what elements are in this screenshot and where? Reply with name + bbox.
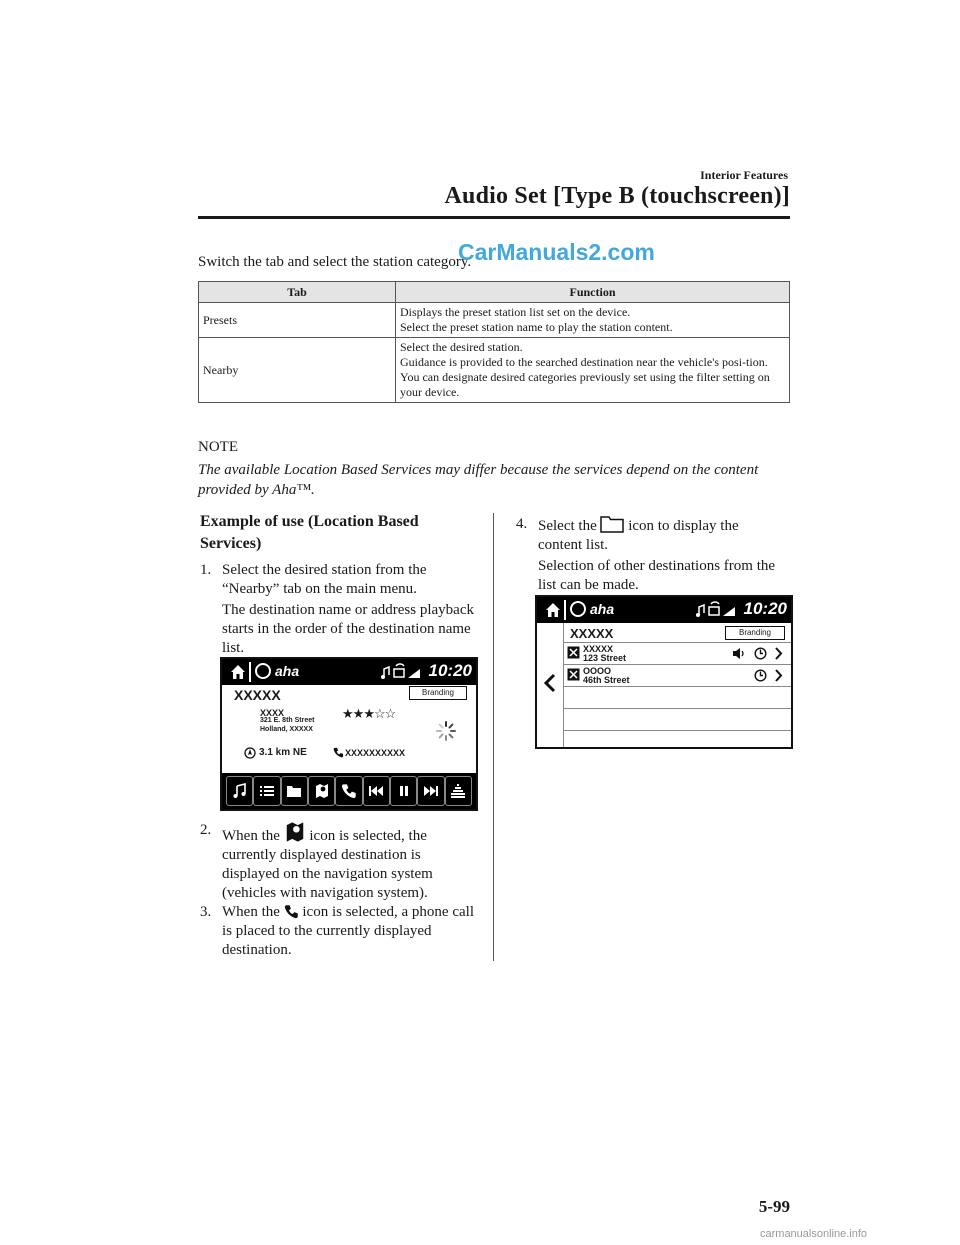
table-cell-tab: Nearby [199, 338, 396, 403]
table-cell-function [396, 338, 790, 403]
playback-toolbar [222, 773, 476, 809]
content-list-button[interactable] [281, 776, 308, 806]
star-empty-icon: ☆ [373, 706, 385, 721]
step-2 [200, 821, 480, 903]
phone-number: XXXXXXXXXX [345, 748, 406, 758]
sound-settings-button[interactable] [445, 776, 472, 806]
back-panel[interactable] [537, 623, 564, 747]
divider [249, 662, 251, 682]
next-button[interactable] [417, 776, 444, 806]
music-button[interactable] [226, 776, 253, 806]
list-button[interactable] [253, 776, 280, 806]
step-text-pre: When the [222, 904, 280, 920]
signal-status-icon [380, 661, 424, 681]
tab-function-table [198, 281, 790, 403]
speaker-icon [732, 647, 746, 660]
aha-logo-icon [255, 663, 271, 679]
pause-icon [396, 783, 412, 799]
navigation-map-icon [284, 821, 306, 843]
branding-label: Branding [409, 686, 467, 700]
screen-status-bar [537, 597, 791, 623]
station-status-icon [754, 669, 767, 682]
table-header-function: Function [396, 282, 790, 303]
signal-status-icon [695, 599, 739, 619]
phone-icon [341, 783, 357, 799]
page-title: Audio Set [Type B (touchscreen)] [444, 183, 790, 209]
app-name: aha [275, 663, 300, 679]
function-line: You can designate desired categories previously set using the filter setting on your device. [400, 370, 770, 399]
destination-city: Holland, XXXXX [260, 726, 313, 733]
table-header-row [199, 282, 790, 303]
pause-button[interactable] [390, 776, 417, 806]
list-item-empty[interactable] [564, 730, 791, 749]
clock: 10:20 [428, 661, 472, 680]
home-icon[interactable] [230, 664, 246, 680]
step-number: 1. [200, 562, 212, 578]
example-heading: Example of use (Location Based Services) [200, 513, 419, 552]
star-filled-icon: ★ [352, 706, 364, 721]
home-icon[interactable] [545, 602, 561, 618]
call-button[interactable] [335, 776, 362, 806]
distance: 3.1 km NE [259, 747, 307, 758]
chevron-right-icon [774, 647, 783, 660]
function-line: Select the preset station name to play the station content. [400, 320, 673, 334]
station-name: XXXXX [570, 626, 614, 641]
function-line: Displays the preset station list set on the device. [400, 305, 631, 319]
step-text-extra: Selection of other destinations from the list can be made. [538, 558, 776, 593]
function-line: Guidance is provided to the searched destination near the vehicle's posi-tion. [400, 355, 768, 369]
screen-content-list [535, 595, 793, 749]
clock: 10:20 [743, 599, 787, 618]
screen-status-bar [222, 659, 476, 685]
list-item-name: XXXXX [583, 644, 614, 654]
list-item-empty[interactable] [564, 708, 791, 730]
step-text: Select the desired station from the “Nearby” tab on the main menu. [222, 562, 427, 597]
chevron-right-icon [774, 669, 783, 682]
star-filled-icon: ★ [363, 706, 374, 721]
phone-icon [284, 904, 299, 919]
music-note-icon [232, 783, 248, 799]
app-name: aha [590, 601, 615, 617]
back-chevron-icon [543, 673, 557, 693]
location-thumbnail-icon [567, 668, 580, 681]
step-text [538, 515, 786, 555]
list-item-empty[interactable] [564, 686, 791, 708]
note-heading: NOTE [198, 439, 238, 455]
list-item-street: 123 Street [583, 653, 627, 663]
site-watermark: carmanualsonline.info [760, 1228, 868, 1240]
step-text-post: icon is selected, the currently displayed destination is displayed on the navigation system (vehicles with navigation system). [222, 828, 433, 901]
compass-icon [244, 747, 256, 759]
list-item[interactable] [564, 642, 791, 664]
list-item[interactable] [564, 664, 791, 686]
step-number: 2. [200, 822, 212, 838]
screen-now-playing [220, 657, 478, 811]
status-area [380, 661, 472, 681]
title-rule [198, 216, 790, 219]
skip-back-icon [368, 783, 384, 799]
section-label: Interior Features [700, 168, 788, 182]
equalizer-icon [450, 783, 466, 799]
branding-label: Branding [725, 626, 785, 640]
step-text-post: icon is selected, a phone call is placed to the currently displayed destination. [222, 904, 474, 958]
step-text: The destination name or address playback starts in the order of the destination name list. [222, 602, 474, 656]
table-cell-function [396, 303, 790, 338]
map-pin-icon [314, 783, 330, 799]
step-text-pre: Select the [538, 518, 597, 534]
previous-button[interactable] [363, 776, 390, 806]
content-list [564, 623, 791, 747]
step-4 [516, 515, 786, 595]
phone-icon [333, 747, 344, 758]
divider [564, 600, 566, 620]
destination-address: 321 E. 8th Street [260, 717, 315, 724]
status-area [695, 599, 787, 619]
watermark-top: CarManuals2.com [458, 239, 655, 265]
step-number: 3. [200, 904, 212, 920]
rating-stars [342, 706, 395, 722]
table-row [199, 303, 790, 338]
step-text [222, 903, 480, 960]
list-icon [259, 783, 275, 799]
note-body: The available Location Based Services may differ because the services depend on the content provided by Aha™. [198, 462, 759, 498]
table-cell-tab: Presets [199, 303, 396, 338]
table-row [199, 338, 790, 403]
page-number: 5-99 [758, 1197, 790, 1216]
location-thumbnail-icon [567, 646, 580, 659]
skip-forward-icon [423, 783, 439, 799]
navigation-button[interactable] [308, 776, 335, 806]
list-item-name: OOOO [583, 666, 612, 676]
aha-logo-icon [570, 601, 586, 617]
list-item-street: 46th Street [583, 675, 630, 685]
star-empty-icon: ☆ [384, 706, 396, 721]
folder-icon [286, 783, 302, 799]
function-line: Select the desired station. [400, 340, 523, 354]
station-name: XXXXX [234, 687, 281, 703]
folder-icon [600, 515, 624, 533]
step-number: 4. [516, 516, 528, 532]
station-status-icon [754, 647, 767, 660]
table-header-tab: Tab [199, 282, 396, 303]
destination-name: XXXX [260, 708, 285, 718]
intro-text: Switch the tab and select the station category. [198, 254, 472, 270]
step-3 [200, 903, 480, 960]
step-text [222, 821, 480, 903]
step-1 [200, 561, 480, 658]
step-text-pre: When the [222, 828, 280, 844]
step-text-post: icon to display the content list. [538, 518, 739, 553]
star-filled-icon: ★ [342, 706, 353, 721]
loading-spinner-icon [436, 721, 456, 741]
column-divider [493, 513, 494, 961]
